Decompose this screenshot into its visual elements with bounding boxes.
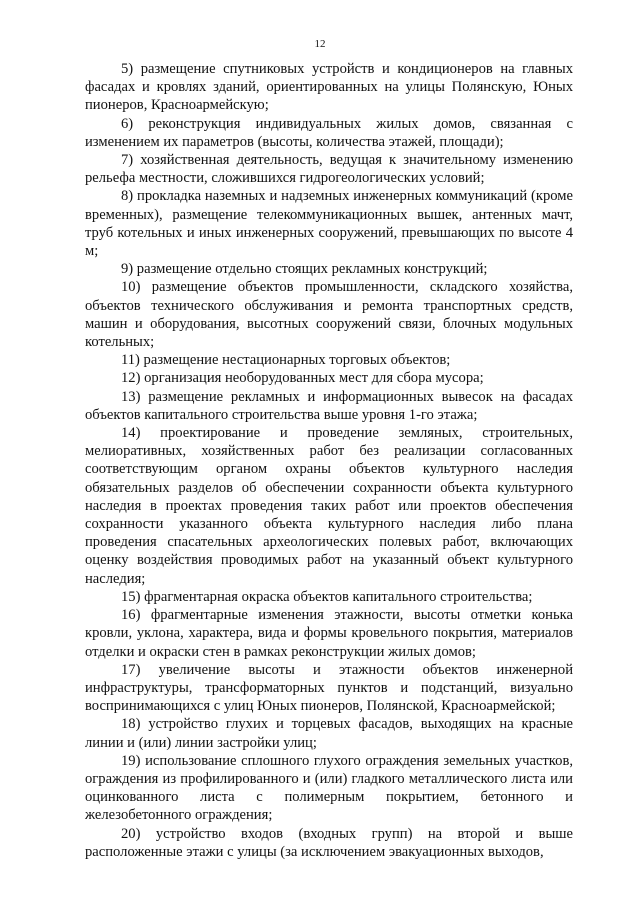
list-item: 8) прокладка наземных и надземных инженерных коммуникаций (кроме временных), размещение телекоммуникационных вышек, антенных мачт, труб котельных и иных инженерных сооружений, превышающих по высоте 4 м;	[85, 188, 573, 260]
list-item: 5) размещение спутниковых устройств и кондиционеров на главных фасадах и кровлях зданий, ориентированных на улицы Полянскую, Юных пионеров, Красноармейскую;	[85, 61, 573, 114]
list-item: 19) использование сплошного глухого ограждения земельных участков, ограждения из профилированного и (или) гладкого металлического листа или оцинкованного листа с полимерным покрытием, бетонного и железобетонного ограждения;	[85, 752, 573, 824]
list-item: 14) проектирование и проведение земляных, строительных, мелиоративных, хозяйственных работ без реализации согласованных соответствующим органом охраны объектов культурного наследия обязательных разделов об обеспечении сохранности объекта культурного наследия в проектах проведения таких работ или проектов обеспечения сохранности указанного объекта культурного наследия либо плана проведения спасательных археологических полевых работ, включающих оценку воздействия проводимых работ на указанный объект культурного наследия;	[85, 425, 573, 587]
list-item: 18) устройство глухих и торцевых фасадов, выходящих на красные линии и (или) линии застройки улиц;	[85, 716, 573, 751]
list-item: 11) размещение нестационарных торговых объектов;	[121, 352, 451, 369]
list-item: 9) размещение отдельно стоящих рекламных конструкций;	[121, 261, 488, 278]
list-item: 10) размещение объектов промышленности, складского хозяйства, объектов технического обслуживания и ремонта транспортных средств, машин и оборудования, высотных сооружений связи, блочных модульных котельных;	[85, 279, 573, 351]
list-item: 7) хозяйственная деятельность, ведущая к значительному изменению рельефа местности, сложившихся гидрогеологических условий;	[85, 152, 573, 187]
list-item: 12) организация необорудованных мест для сбора мусора;	[121, 370, 484, 387]
list-item: 15) фрагментарная окраска объектов капитального строительства;	[121, 588, 533, 605]
list-item: 17) увеличение высоты и этажности объектов инженерной инфраструктуры, трансформаторных пунктов и подстанций, визуально воспринимающихся с улиц Юных пионеров, Полянской, Красноармейской;	[85, 661, 573, 715]
list-item: 20) устройство входов (входных групп) на второй и выше расположенные этажи с улицы (за исключением эвакуационных выходов,	[85, 825, 573, 860]
list-item: 6) реконструкция индивидуальных жилых домов, связанная с изменением их параметров (высоты, количества этажей, площади);	[85, 115, 573, 150]
document-body	[85, 60, 573, 861]
page-number: 12	[314, 38, 326, 50]
list-item: 16) фрагментарные изменения этажности, высоты отметки конька кровли, уклона, характера, вида и формы кровельного покрытия, материалов отделки и окраски стен в рамках реконструкции жилых домов;	[85, 607, 573, 660]
list-item: 13) размещение рекламных и информационных вывесок на фасадах объектов капитального строительства выше уровня 1-го этажа;	[85, 388, 573, 423]
